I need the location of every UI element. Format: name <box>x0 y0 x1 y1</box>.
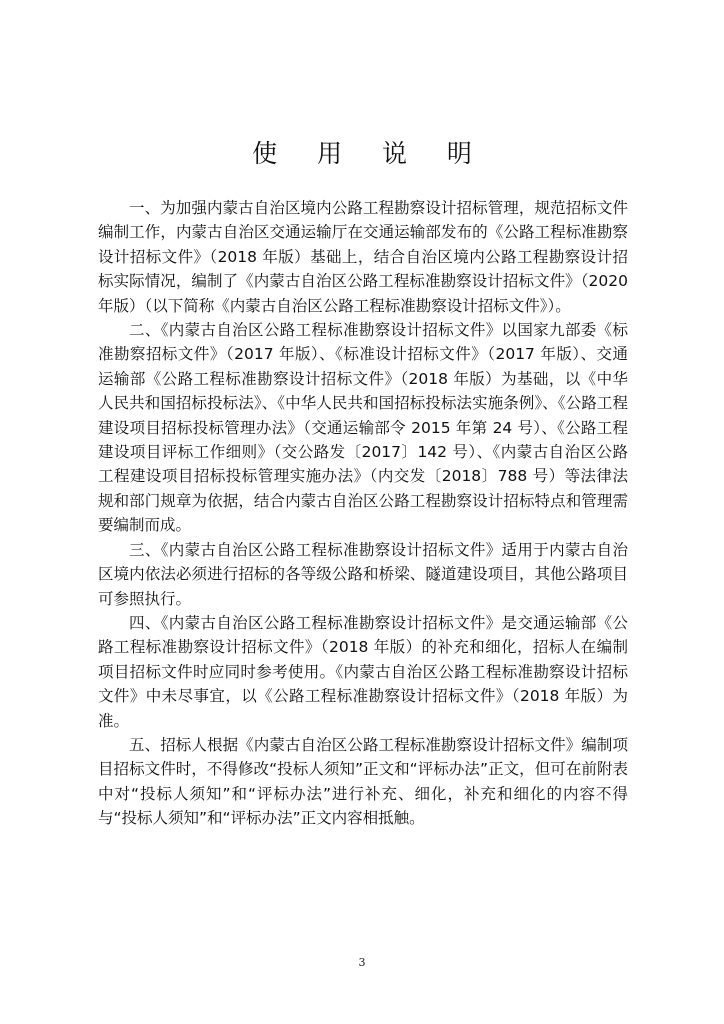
document-body <box>98 196 628 831</box>
paragraph-3: 三、《内蒙古自治区公路工程标准勘察设计招标文件》适用于内蒙古自治区境内依法必须进行招标的各等级公路和桥梁、隧道建设项目，其他公路项目可参照执行。 <box>98 540 628 608</box>
paragraph-5: 五、招标人根据《内蒙古自治区公路工程标准勘察设计招标文件》编制项目招标文件时，不得修改“投标人须知”正文和“评标办法”正文，但可在前附表中对“投标人须知”和“评标办法”进行补充、细化，补充和细化的内容不得与“投标人须知”和“评标办法”正文内容相抵触。 <box>98 735 628 828</box>
paragraph-2: 二、《内蒙古自治区公路工程标准勘察设计招标文件》以国家九部委《标准勘察招标文件》（2017 年版）、《标准设计招标文件》（2017 年版）、交通运输部《公路工程标准勘察设计招标文件》（2018 年版）为基础，以《中华人民共和国招标投标法》、《中华人民共和国招标投标法实施条例》、《公路工程建设项目招标投标管理办法》（交通运输部令 2015 年第 24 号）、《公路工程建设项目评标工作细则》（交公路发〔2017〕142 号）、《内蒙古自治区公路工程建设项目招标投标管理实施办法》（内交发〔2018〕788 号）等法律法规和部门规章为依据，结合内蒙古自治区公路工程勘察设计招标特点和管理需要编制而成。 <box>98 321 628 535</box>
paragraph-4: 四、《内蒙古自治区公路工程标准勘察设计招标文件》是交通运输部《公路工程标准勘察设计招标文件》（2018 年版）的补充和细化，招标人在编制项目招标文件时应同时参考使用。《内蒙古自治区公路工程标准勘察设计招标文件》中未尽事宜，以《公路工程标准勘察设计招标文件》（2018 年版）为准。 <box>98 613 628 730</box>
page-number: 3 <box>358 956 366 969</box>
page-title: 使 用 说 明 <box>252 139 488 168</box>
paragraph-1: 一、为加强内蒙古自治区境内公路工程勘察设计招标管理，规范招标文件编制工作，内蒙古自治区交通运输厅在交通运输部发布的《公路工程标准勘察设计招标文件》（2018 年版）基础上，结合自治区境内公路工程勘察设计招标实际情况，编制了《内蒙古自治区公路工程标准勘察设计招标文件》（2020 年版）（以下简称《内蒙古自治区公路工程标准勘察设计招标文件》）。 <box>98 199 628 315</box>
